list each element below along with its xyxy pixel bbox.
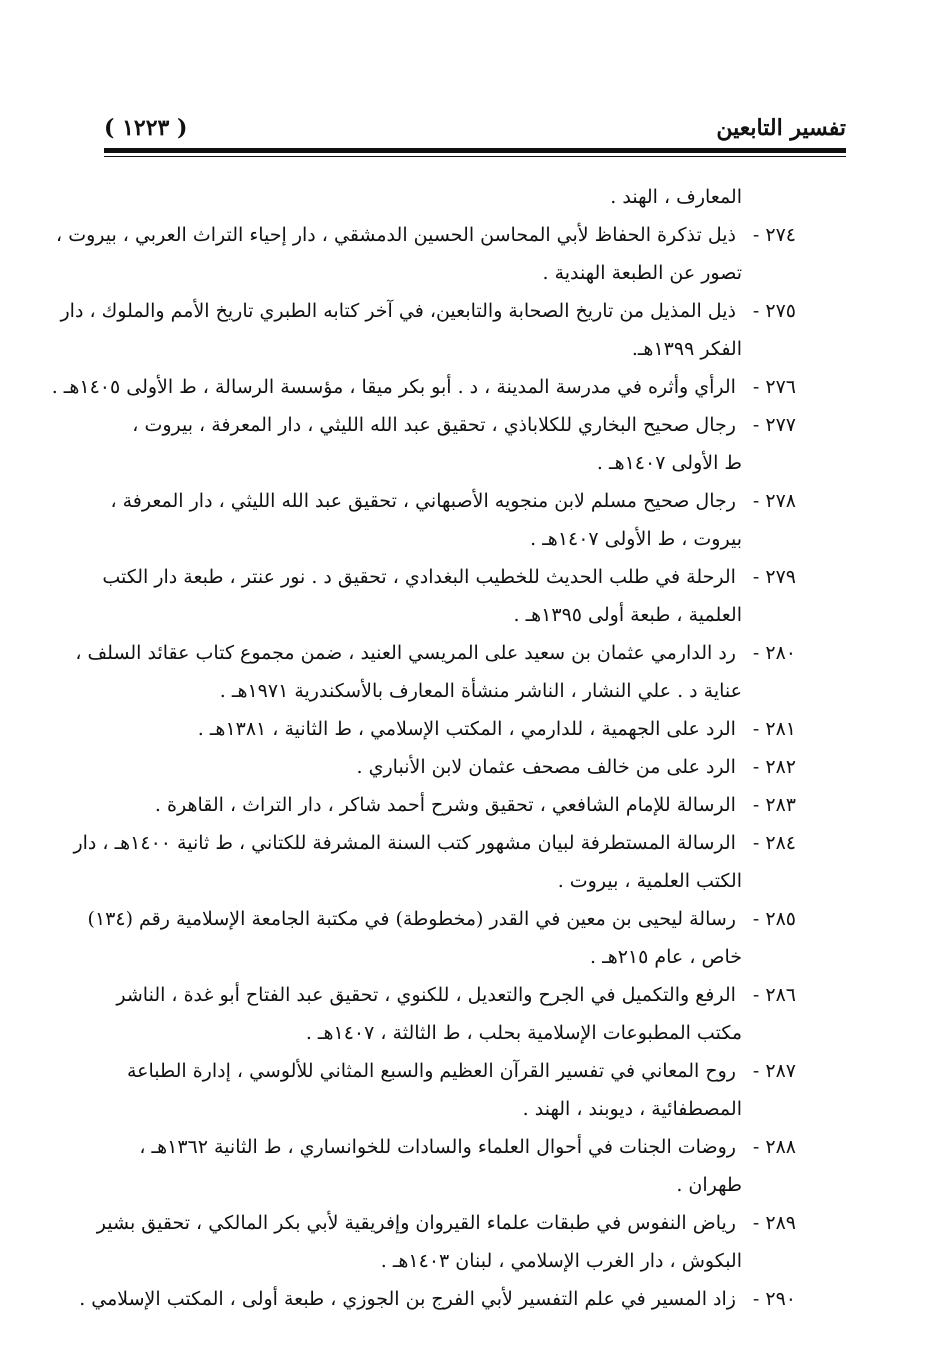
bibliography-entry-line [87, 900, 796, 938]
bibliography-continuation-line [106, 672, 796, 710]
entry-text: الرحلة في طلب الحديث للخطيب البغدادي ، تحقيق د . نور عنتر ، طبعة دار الكتب [102, 566, 736, 588]
bibliography-continuation-line [106, 938, 796, 976]
entry-text: رد الدارمي عثمان بن سعيد على المريسي العنيد ، ضمن مجموع كتاب عقائد السلف ، [75, 642, 736, 664]
bibliography-entry-line [102, 558, 796, 596]
entry-text: الرسالة للإمام الشافعي ، تحقيق وشرح أحمد شاكر ، دار التراث ، القاهرة . [154, 794, 736, 816]
entry-text: زاد المسير في علم التفسير لأبي الفرج بن الجوزي ، طبعة أولى ، المكتب الإسلامي . [79, 1288, 736, 1310]
entry-number: ٢٨٢ - [752, 756, 796, 778]
entry-text: الرد على من خالف مصحف عثمان لابن الأنباري . [356, 756, 736, 778]
entry-text: عناية د . علي النشار ، الناشر منشأة المعارف بالأسكندرية ١٩٧١هـ . [219, 680, 742, 702]
bibliography-entry-line [106, 482, 796, 520]
entry-number: ٢٨١ - [752, 718, 796, 740]
entry-text: الرسالة المستطرفة لبيان مشهور كتب السنة المشرفة للكتاني ، ط ثانية ١٤٠٠هـ ، دار [73, 832, 736, 854]
entry-text: ذيل تذكرة الحفاظ لأبي المحاسن الحسين الدمشقي ، دار إحياء التراث العربي ، بيروت ، [56, 224, 736, 246]
header-rule-thin [104, 156, 846, 157]
entry-number: ٢٨٨ - [752, 1136, 796, 1158]
entry-number: ٢٧٤ - [752, 224, 796, 246]
bibliography-entry-line [96, 1204, 796, 1242]
bibliography-entry-line [56, 216, 796, 254]
bibliography-entry-line [79, 1280, 796, 1318]
entry-number: ٢٧٧ - [752, 414, 796, 436]
bibliography-list [51, 178, 796, 1318]
entry-number: ٢٨٧ - [752, 1060, 796, 1082]
entry-number: ٢٨٠ - [752, 642, 796, 664]
bibliography-continuation-line [106, 330, 796, 368]
entry-text: خاص ، عام ٢١٥هـ . [590, 946, 742, 968]
entry-number: ٢٧٨ - [752, 490, 796, 512]
bibliography-continuation-line [106, 862, 796, 900]
entry-text: الرفع والتكميل في الجرح والتعديل ، للكنوي ، تحقيق عبد الفتاح أبو غدة ، الناشر [116, 984, 736, 1006]
entry-number: ٢٩٠ - [752, 1288, 796, 1310]
entry-text: تصور عن الطبعة الهندية . [542, 262, 742, 284]
entry-text: رسالة ليحيى بن معين في القدر (مخطوطة) في مكتبة الجامعة الإسلامية رقم (١٣٤) [87, 908, 736, 930]
page-number: ( ١٢٢٣ ) [104, 115, 188, 141]
entry-number: ٢٧٩ - [752, 566, 796, 588]
entry-text: المعارف ، الهند . [610, 186, 742, 208]
bibliography-entry-line [60, 292, 796, 330]
entry-text: روح المعاني في تفسير القرآن العظيم والسبع المثاني للألوسي ، إدارة الطباعة [126, 1060, 736, 1082]
bibliography-continuation-line [106, 1090, 796, 1128]
entry-text: روضات الجنات في أحوال العلماء والسادات للخوانساري ، ط الثانية ١٣٦٢هـ ، [139, 1136, 736, 1158]
bibliography-entry-line [106, 1052, 796, 1090]
bibliography-continuation-line [106, 1242, 796, 1280]
header-rule-thick [104, 148, 846, 153]
entry-text: رياض النفوس في طبقات علماء القيروان وإفريقية لأبي بكر المالكي ، تحقيق بشير [96, 1212, 736, 1234]
entry-number: ٢٨٩ - [752, 1212, 796, 1234]
page-header [104, 112, 846, 146]
bibliography-entry-line [106, 786, 796, 824]
bibliography-continuation-line [106, 444, 796, 482]
entry-number: ٢٨٥ - [752, 908, 796, 930]
bibliography-entry-line [106, 748, 796, 786]
running-title: تفسير التابعين [716, 115, 846, 141]
bibliography-continuation-line [106, 178, 796, 216]
entry-text: المصطفائية ، ديوبند ، الهند . [522, 1098, 742, 1120]
bibliography-entry-line [73, 824, 796, 862]
entry-text: الرأي وأثره في مدرسة المدينة ، د . أبو بكر ميقا ، مؤسسة الرسالة ، ط الأولى ١٤٠٥هـ . [51, 376, 736, 398]
entry-text: رجال صحيح مسلم لابن منجويه الأصبهاني ، تحقيق عبد الله الليثي ، دار المعرفة ، [110, 490, 736, 512]
entry-text: طهران . [676, 1174, 742, 1196]
entry-text: البكوش ، دار الغرب الإسلامي ، لبنان ١٤٠٣هـ . [380, 1250, 742, 1272]
bibliography-entry-line [106, 976, 796, 1014]
bibliography-continuation-line [106, 520, 796, 558]
bibliography-continuation-line [106, 596, 796, 634]
bibliography-continuation-line [106, 1166, 796, 1204]
bibliography-entry-line [106, 710, 796, 748]
bibliography-entry-line [106, 406, 796, 444]
entry-text: بيروت ، ط الأولى ١٤٠٧هـ . [530, 528, 742, 550]
entry-number: ٢٨٤ - [752, 832, 796, 854]
entry-text: ط الأولى ١٤٠٧هـ . [596, 452, 742, 474]
entry-number: ٢٨٣ - [752, 794, 796, 816]
bibliography-entry-line [106, 1128, 796, 1166]
entry-text: الرد على الجهمية ، للدارمي ، المكتب الإسلامي ، ط الثانية ، ١٣٨١هـ . [197, 718, 736, 740]
entry-number: ٢٧٥ - [752, 300, 796, 322]
entry-number: ٢٧٦ - [752, 376, 796, 398]
bibliography-entry-line [51, 368, 796, 406]
entry-text: الفكر ١٣٩٩هـ. [631, 338, 742, 360]
entry-text: رجال صحيح البخاري للكلاباذي ، تحقيق عبد الله الليثي ، دار المعرفة ، بيروت ، [132, 414, 736, 436]
entry-text: ذيل المذيل من تاريخ الصحابة والتابعين، في آخر كتابه الطبري تاريخ الأمم والملوك ، دار [60, 300, 736, 322]
bibliography-continuation-line [106, 254, 796, 292]
entry-text: الكتب العلمية ، بيروت . [557, 870, 742, 892]
bibliography-entry-line [75, 634, 796, 672]
entry-text: مكتب المطبوعات الإسلامية بحلب ، ط الثالثة ، ١٤٠٧هـ . [305, 1022, 742, 1044]
bibliography-continuation-line [106, 1014, 796, 1052]
entry-number: ٢٨٦ - [752, 984, 796, 1006]
entry-text: العلمية ، طبعة أولى ١٣٩٥هـ . [513, 604, 742, 626]
